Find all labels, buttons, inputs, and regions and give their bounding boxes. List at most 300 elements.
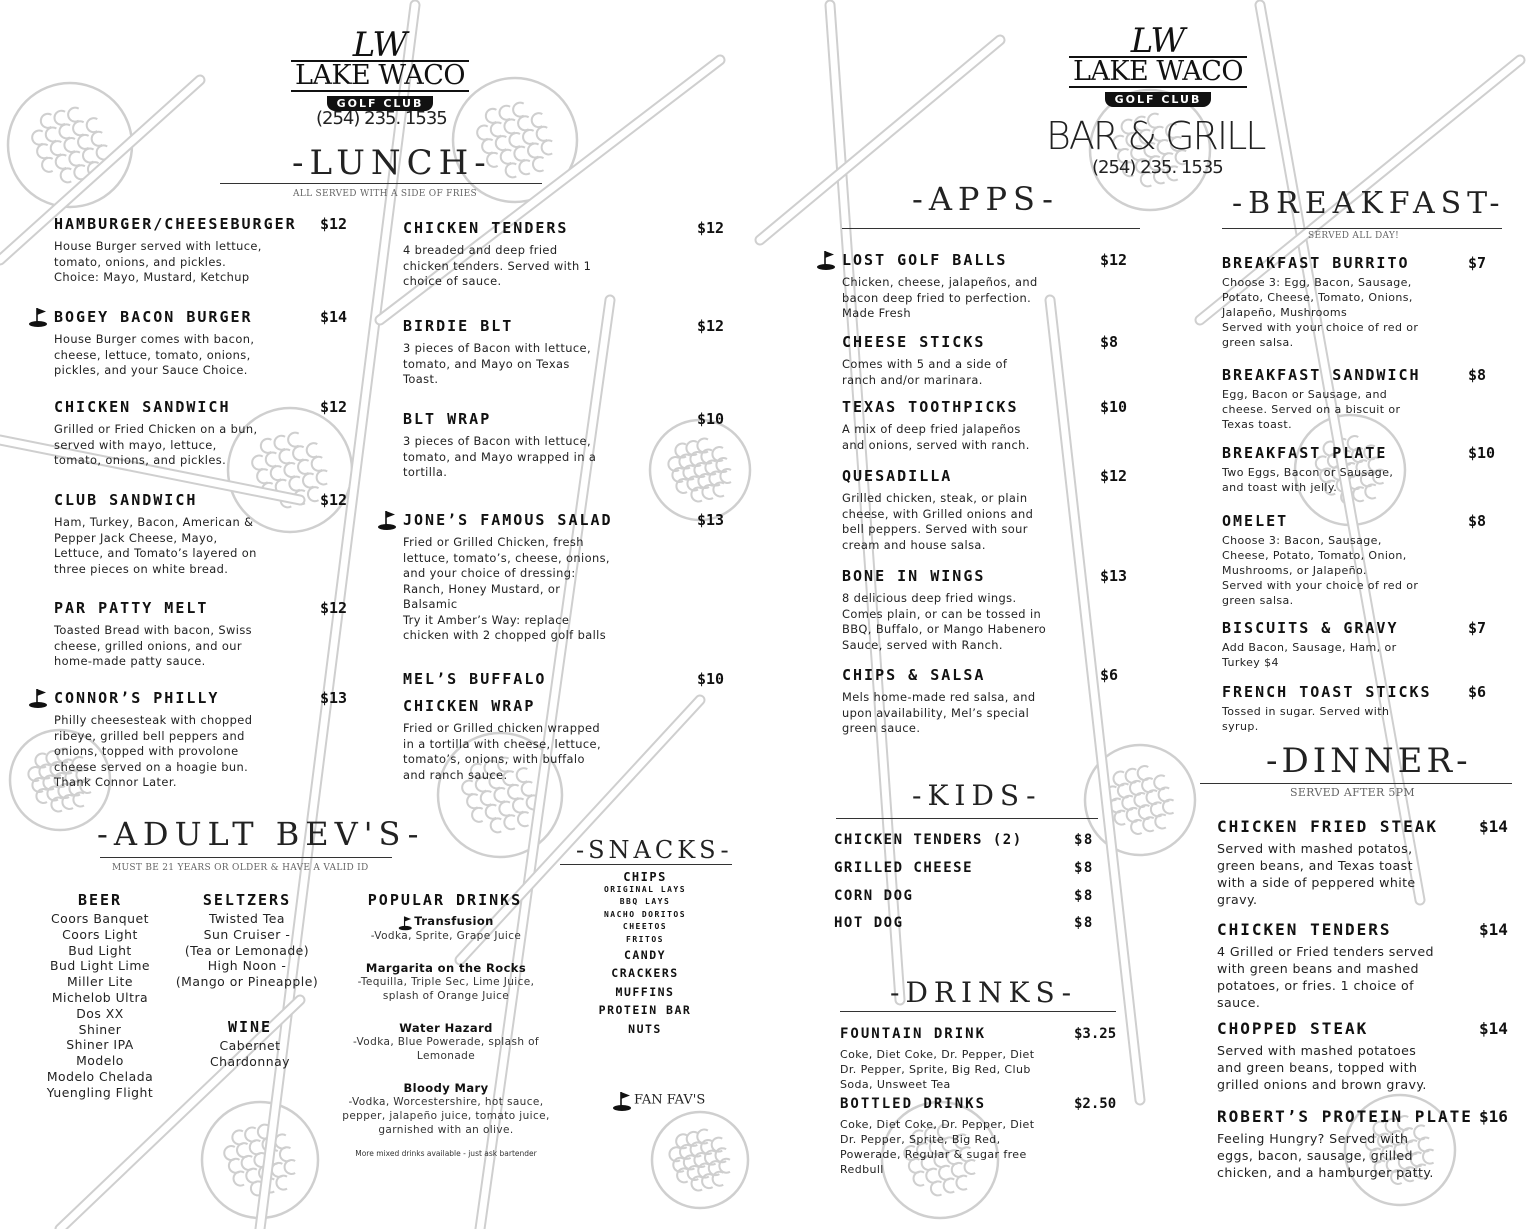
list-entry: Modelo Chelada bbox=[46, 1068, 154, 1084]
club-logo bbox=[280, 25, 480, 111]
description-line: Feeling Hungry? Served with bbox=[1217, 1131, 1409, 1146]
kids-item-name: CORN DOG bbox=[834, 888, 914, 904]
kids-item-price: $8 bbox=[1074, 915, 1094, 931]
list-entry: Modelo bbox=[76, 1053, 124, 1069]
snacks-rule bbox=[560, 864, 732, 865]
description-line: BBQ, Buffalo, or Mango Habenero bbox=[842, 622, 1047, 636]
wine-list bbox=[190, 1018, 310, 1070]
dinner-title: -DINNER- bbox=[1266, 741, 1472, 781]
drink-ingredients: -Vodka, Blue Powerade, splash of bbox=[352, 1036, 540, 1048]
menu-item-header bbox=[842, 398, 1132, 418]
menu-item-price: $14 bbox=[1479, 1019, 1508, 1038]
phone-number-right: (254) 235. 1535 bbox=[1092, 157, 1223, 178]
description-line: Fried or Grilled Chicken, fresh bbox=[403, 535, 584, 549]
drink-ingredients: Lemonade bbox=[416, 1050, 476, 1062]
menu-item-header bbox=[54, 491, 354, 511]
menu-item-price: $10 bbox=[1100, 398, 1128, 416]
menu-item-description bbox=[1222, 387, 1512, 432]
description-line: Tossed in sugar. Served with bbox=[1222, 705, 1390, 718]
description-line: served with mayo, lettuce, bbox=[54, 437, 217, 452]
adult-bevs-note: MUST BE 21 YEARS OR OLDER & HAVE A VALID ID bbox=[112, 863, 369, 873]
menu-item bbox=[54, 599, 354, 670]
drink-name bbox=[330, 1021, 562, 1035]
menu-item-header bbox=[54, 215, 354, 235]
menu-item-name: HAMBURGER/CHEESEBURGER bbox=[54, 215, 297, 233]
drink-ingredients: garnished with an olive. bbox=[378, 1124, 514, 1136]
menu-item-name: CLUB SANDWICH bbox=[54, 491, 198, 509]
popular-drinks bbox=[330, 891, 560, 911]
menu-item-description bbox=[842, 690, 1132, 737]
kids-item-price: $8 bbox=[1074, 832, 1094, 848]
description-line: Mushrooms, or Jalapeño. bbox=[1222, 564, 1367, 577]
menu-item-header bbox=[1217, 817, 1517, 837]
menu-item bbox=[1217, 817, 1517, 908]
description-line: grilled onions and brown gravy. bbox=[1217, 1077, 1427, 1092]
menu-item bbox=[54, 308, 354, 379]
description-line: 4 Grilled or Fried tenders served bbox=[1217, 944, 1434, 959]
menu-item bbox=[1222, 619, 1512, 670]
kids-item-price: $8 bbox=[1074, 888, 1094, 904]
menu-item-name: ROBERT’S PROTEIN PLATE bbox=[1217, 1107, 1473, 1126]
kids-title: -KIDS- bbox=[912, 779, 1042, 812]
list-entry: (Mango or Pineapple) bbox=[175, 974, 319, 990]
adult-bevs-rule bbox=[100, 857, 392, 858]
snack-item: MUFFINS bbox=[615, 984, 675, 999]
menu-item-name: BLT WRAP bbox=[403, 410, 492, 428]
menu-item bbox=[842, 251, 1132, 322]
menu-item bbox=[1217, 920, 1517, 1011]
description-line: Redbull bbox=[840, 1163, 884, 1176]
menu-item-header bbox=[1222, 366, 1512, 386]
menu-item-name: OMELET bbox=[1222, 512, 1289, 530]
menu-item-name: CHICKEN SANDWICH bbox=[54, 398, 231, 416]
menu-item-name: BREAKFAST BURRITO bbox=[1222, 254, 1410, 272]
list-entry: Cabernet bbox=[219, 1038, 281, 1053]
menu-item-description bbox=[842, 591, 1132, 653]
description-line: chicken with 2 chopped golf balls bbox=[403, 628, 607, 642]
list-entry: Bud Light bbox=[68, 942, 132, 958]
description-line: Soda, Unsweet Tea bbox=[840, 1078, 951, 1091]
menu-item-header bbox=[1217, 1107, 1517, 1127]
menu-item-price: $12 bbox=[697, 219, 725, 237]
kids-item-name: GRILLED CHEESE bbox=[834, 860, 974, 876]
menu-item-description bbox=[54, 239, 354, 286]
description-line: Coke, Diet Coke, Dr. Pepper, Diet bbox=[840, 1048, 1035, 1061]
menu-item-price: $13 bbox=[1100, 567, 1128, 585]
menu-item-price: $3.25 bbox=[1074, 1026, 1117, 1042]
list-entry: Dos XX bbox=[76, 1005, 124, 1021]
description-line: Dr. Pepper, Sprite, Big Red, bbox=[840, 1133, 1001, 1146]
apps-rule bbox=[842, 228, 1140, 229]
apps-title: -APPS- bbox=[912, 180, 1059, 218]
menu-item-header-cont bbox=[403, 697, 733, 717]
menu-item-header bbox=[403, 219, 733, 239]
menu-item-description bbox=[403, 721, 733, 783]
logo-subtitle: GOLF CLUB bbox=[327, 96, 434, 111]
drink-ingredients: pepper, jalapeño juice, tomato juice, bbox=[342, 1110, 550, 1122]
menu-item bbox=[403, 511, 733, 644]
menu-item-description bbox=[1217, 943, 1517, 1011]
description-line: Potato, Cheese, Tomato, Onions, bbox=[1222, 291, 1413, 304]
snacks-list bbox=[590, 870, 700, 1038]
description-line: Powerade, Regular & sugar free bbox=[840, 1148, 1027, 1161]
menu-item-name: MEL’S BUFFALO bbox=[403, 670, 547, 688]
description-line: home-made patty sauce. bbox=[54, 654, 206, 668]
snack-item: NUTS bbox=[628, 1021, 662, 1036]
description-line: tortilla. bbox=[403, 465, 448, 479]
snack-item: PROTEIN BAR bbox=[598, 1003, 692, 1018]
drink-ingredients: splash of Orange Juice bbox=[382, 990, 510, 1002]
description-line: eggs, bacon, sausage, grilled bbox=[1217, 1148, 1413, 1163]
menu-item-header bbox=[842, 467, 1132, 487]
chip-flavor: NACHO DORITOS bbox=[603, 909, 687, 919]
menu-item bbox=[840, 1096, 1120, 1177]
menu-item-price: $12 bbox=[320, 398, 348, 416]
description-line: Ranch, Honey Mustard, or bbox=[403, 581, 561, 596]
description-line: chicken, and a hamburger patty. bbox=[1217, 1165, 1434, 1180]
description-line: pickles, and your Sauce Choice. bbox=[54, 363, 248, 377]
description-line: 3 pieces of Bacon with lettuce, bbox=[403, 341, 591, 355]
description-line: tomato, and Mayo on Texas bbox=[403, 356, 570, 371]
drinks-rule bbox=[840, 1011, 1116, 1012]
snacks-title: -SNACKS- bbox=[576, 836, 733, 864]
menu-item-price: $6 bbox=[1468, 683, 1487, 701]
lunch-title: -LUNCH- bbox=[292, 143, 492, 183]
description-line: green salsa. bbox=[1222, 336, 1294, 349]
description-line: Philly cheesesteak with chopped bbox=[54, 713, 253, 727]
menu-item-description bbox=[842, 275, 1132, 322]
menu-item-header bbox=[1217, 1019, 1517, 1039]
menu-item-name: FRENCH TOAST STICKS bbox=[1222, 683, 1432, 701]
logo-monogram-right: LW bbox=[1130, 21, 1186, 61]
drink-name bbox=[330, 1081, 562, 1095]
description-line: tomato, onions, and pickles. bbox=[54, 453, 227, 467]
menu-item-description bbox=[1222, 465, 1512, 495]
list-entry: High Noon - bbox=[207, 958, 287, 974]
mixed-drinks-footnote: More mixed drinks available - just ask bartender bbox=[355, 1149, 537, 1158]
description-line: Choose 3: Bacon, Sausage, bbox=[1222, 534, 1382, 547]
fan-favorite-flag-icon bbox=[816, 249, 838, 271]
description-line: with a side of peppered white bbox=[1217, 875, 1416, 890]
list-entry: Coors Light bbox=[62, 926, 138, 942]
description-line: Dr. Pepper, Sprite, Big Red, Club bbox=[840, 1063, 1031, 1076]
menu-item-name: TEXAS TOOTHPICKS bbox=[842, 398, 1019, 416]
menu-item-header bbox=[403, 511, 733, 531]
list-entry: Shiner bbox=[78, 1021, 122, 1037]
description-line: cheese. Served on a biscuit or bbox=[1222, 403, 1401, 416]
snack-item: CANDY bbox=[623, 948, 667, 963]
fan-favorite-flag-icon bbox=[28, 306, 50, 328]
menu-item-price: $14 bbox=[320, 308, 348, 326]
description-line: A mix of deep fried jalapeños bbox=[842, 422, 1021, 436]
breakfast-rule bbox=[1222, 228, 1502, 229]
menu-item-header bbox=[54, 308, 354, 328]
menu-item-header bbox=[403, 410, 733, 430]
menu-item-header bbox=[842, 666, 1132, 686]
menu-item-name: JONE’S FAMOUS SALAD bbox=[403, 511, 613, 529]
logo-name: LAKE WACO bbox=[291, 60, 469, 92]
fan-favorite-flag-icon bbox=[398, 915, 414, 929]
beer-heading: BEER bbox=[77, 891, 123, 909]
menu-item-header bbox=[1222, 254, 1512, 274]
menu-item-header bbox=[1222, 619, 1512, 639]
menu-item bbox=[1222, 254, 1512, 350]
popular-drink bbox=[330, 1081, 562, 1137]
menu-item bbox=[1222, 444, 1512, 495]
breakfast-note: SERVED ALL DAY! bbox=[1308, 231, 1400, 241]
chip-flavor: FRITOS bbox=[626, 934, 664, 944]
chip-flavor: CHEETOS bbox=[622, 922, 668, 932]
description-line: Served with mashed potatoes bbox=[1217, 1043, 1417, 1058]
menu-item-header bbox=[840, 1096, 1120, 1116]
menu-item-price: $8 bbox=[1468, 512, 1487, 530]
fan-favorite-flag-icon bbox=[28, 687, 50, 709]
menu-item-description bbox=[842, 357, 1132, 388]
description-line: syrup. bbox=[1222, 720, 1259, 733]
drink-ingredients: -Tequilla, Triple Sec, Lime Juice, bbox=[357, 976, 535, 988]
menu-item-description bbox=[403, 341, 733, 388]
menu-item bbox=[842, 467, 1132, 553]
menu-item-name: BREAKFAST SANDWICH bbox=[1222, 366, 1421, 384]
description-line: Two Eggs, Bacon or Sausage, bbox=[1222, 466, 1394, 479]
menu-item-description bbox=[1222, 533, 1512, 608]
kids-item-price: $8 bbox=[1074, 860, 1094, 876]
logo-name-right: LAKE WACO bbox=[1069, 56, 1247, 88]
description-line: Chicken, cheese, jalapeños, and bbox=[842, 275, 1038, 289]
menu-item-description bbox=[1217, 1042, 1517, 1093]
description-line: tomato’s, onions, with buffalo bbox=[403, 752, 585, 766]
description-line: and onions, served with ranch. bbox=[842, 437, 1030, 452]
menu-item bbox=[403, 410, 733, 481]
flag-icon bbox=[612, 1090, 634, 1110]
menu-item-header bbox=[840, 1026, 1120, 1046]
menu-item bbox=[403, 670, 733, 783]
description-line: with green beans and mashed bbox=[1217, 961, 1419, 976]
lunch-rule bbox=[220, 183, 542, 184]
menu-item-header bbox=[54, 689, 354, 709]
drink-ingredients: -Vodka, Sprite, Grape Juice bbox=[370, 929, 522, 942]
menu-item bbox=[1222, 366, 1512, 432]
breakfast-title: -BREAKFAST- bbox=[1232, 186, 1506, 221]
description-line: Comes plain, or can be tossed in bbox=[842, 606, 1042, 621]
description-line: ranch and/or marinara. bbox=[842, 372, 983, 387]
description-line: and your choice of dressing: bbox=[403, 566, 576, 580]
menu-item-price: $6 bbox=[1100, 666, 1119, 684]
menu-item-description bbox=[1217, 1130, 1517, 1181]
drink-name bbox=[330, 961, 562, 975]
chip-flavor: BBQ LAYS bbox=[619, 897, 671, 907]
menu-item bbox=[842, 666, 1132, 737]
menu-item-header bbox=[842, 333, 1132, 353]
menu-item-price: $8 bbox=[1468, 366, 1487, 384]
menu-item-description bbox=[1222, 704, 1512, 734]
menu-item-name: CHOPPED STEAK bbox=[1217, 1019, 1369, 1038]
popular-drinks-heading: POPULAR DRINKS bbox=[367, 891, 523, 909]
menu-item-price: $13 bbox=[697, 511, 725, 529]
list-entry: Michelob Ultra bbox=[51, 989, 149, 1005]
description-line: 4 breaded and deep fried bbox=[403, 243, 558, 257]
description-line: in a tortilla with cheese, lettuce, bbox=[403, 736, 601, 751]
description-line: cheese, lettuce, tomato, onions, bbox=[54, 347, 251, 362]
description-line: gravy. bbox=[1217, 892, 1258, 907]
description-line: Pepper Jack Cheese, Mayo, bbox=[54, 530, 218, 545]
description-line: green beans, and Texas toast bbox=[1217, 858, 1413, 873]
menu-item-name: CHICKEN TENDERS bbox=[403, 219, 569, 237]
description-line: sauce. bbox=[1217, 995, 1261, 1010]
menu-item-description bbox=[54, 422, 354, 469]
menu-item-price: $12 bbox=[320, 599, 348, 617]
menu-item-name: BISCUITS & GRAVY bbox=[1222, 619, 1399, 637]
menu-item-header bbox=[842, 251, 1132, 271]
menu-item-price: $12 bbox=[1100, 251, 1128, 269]
menu-item-description bbox=[54, 515, 354, 577]
kids-item-name: HOT DOG bbox=[834, 915, 904, 931]
list-entry: Twisted Tea bbox=[208, 911, 285, 926]
description-line: Sauce, served with Ranch. bbox=[842, 637, 1003, 652]
seltzers-list bbox=[166, 891, 328, 990]
menu-item-price: $10 bbox=[1468, 444, 1496, 462]
drink-name-text: Margarita on the Rocks bbox=[365, 961, 527, 975]
logo-monogram: LW bbox=[352, 25, 408, 65]
description-line: Cheese, Potato, Tomato, Onion, bbox=[1222, 549, 1407, 562]
description-line: House Burger comes with bacon, bbox=[54, 332, 255, 346]
description-line: Grilled chicken, steak, or plain bbox=[842, 491, 1028, 505]
wine-heading: WINE bbox=[227, 1018, 273, 1036]
description-line: cheese served on a hoagie bun. bbox=[54, 759, 249, 774]
description-line: ribeye, grilled bell peppers and bbox=[54, 728, 245, 743]
menu-item-description bbox=[840, 1047, 1120, 1092]
menu-item-header bbox=[1217, 920, 1517, 940]
description-line: green sauce. bbox=[842, 721, 921, 735]
list-entry: (Tea or Lemonade) bbox=[184, 942, 310, 958]
description-line: 3 pieces of Bacon with lettuce, bbox=[403, 434, 591, 448]
kids-rule bbox=[836, 818, 1098, 819]
menu-item-price: $16 bbox=[1479, 1107, 1508, 1126]
menu-item bbox=[1222, 683, 1512, 734]
menu-item-price: $12 bbox=[1100, 467, 1128, 485]
menu-item-name: CHICKEN FRIED STEAK bbox=[1217, 817, 1439, 836]
description-line: Coke, Diet Coke, Dr. Pepper, Diet bbox=[840, 1118, 1035, 1131]
description-line: chicken tenders. Served with 1 bbox=[403, 258, 592, 273]
phone-number: (254) 235. 1535 bbox=[316, 108, 447, 129]
drinks-title: -DRINKS- bbox=[890, 976, 1078, 1009]
description-line: Served with your choice of red or bbox=[1222, 321, 1419, 334]
description-line: Add Bacon, Sausage, Ham, or bbox=[1222, 641, 1397, 654]
list-entry: Yuengling Flight bbox=[46, 1084, 154, 1100]
menu-item-description bbox=[403, 535, 733, 644]
menu-item bbox=[403, 317, 733, 388]
menu-item-price: $14 bbox=[1479, 920, 1508, 939]
menu-item-price: $7 bbox=[1468, 254, 1487, 272]
menu-item bbox=[842, 398, 1132, 453]
menu-item bbox=[54, 491, 354, 577]
description-line: Turkey $4 bbox=[1222, 656, 1279, 669]
menu-item-name: FOUNTAIN DRINK bbox=[840, 1026, 987, 1042]
description-line: Comes with 5 and a side of bbox=[842, 357, 1008, 371]
menu-item-price: $10 bbox=[697, 410, 725, 428]
list-entry: Coors Banquet bbox=[51, 911, 149, 926]
description-line: choice of sauce. bbox=[403, 274, 502, 288]
description-line: 8 delicious deep fried wings. bbox=[842, 591, 1017, 605]
drink-name-text: Water Hazard bbox=[399, 1021, 493, 1035]
description-line: Served with your choice of red or bbox=[1222, 579, 1419, 592]
description-line: Jalapeño, Mushrooms bbox=[1222, 306, 1348, 319]
menu-item bbox=[1217, 1019, 1517, 1093]
description-line: House Burger served with lettuce, bbox=[54, 239, 262, 253]
description-line: Toasted Bread with bacon, Swiss bbox=[54, 623, 252, 637]
chip-flavor: ORIGINAL LAYS bbox=[603, 885, 687, 894]
menu-item-name: CHIPS & SALSA bbox=[842, 666, 986, 684]
menu-item-price: $12 bbox=[320, 491, 348, 509]
menu-item bbox=[842, 333, 1132, 388]
description-line: and toast with jelly. bbox=[1222, 481, 1338, 494]
menu-item bbox=[842, 567, 1132, 653]
description-line: bacon deep fried to perfection. bbox=[842, 290, 1032, 305]
description-line: Ham, Turkey, Bacon, American & bbox=[54, 515, 254, 529]
menu-item-name: BIRDIE BLT bbox=[403, 317, 514, 335]
description-line: onions, topped with provolone bbox=[54, 744, 239, 758]
popular-drink bbox=[330, 1021, 562, 1063]
seltzers-heading: SELTZERS bbox=[202, 891, 292, 909]
menu-item-header bbox=[54, 398, 354, 418]
dinner-note: SERVED AFTER 5PM bbox=[1290, 786, 1415, 799]
description-line: green salsa. bbox=[1222, 594, 1294, 607]
description-line: Choose 3: Egg, Bacon, Sausage, bbox=[1222, 276, 1412, 289]
bar-grill-title: BAR & GRILL bbox=[1046, 114, 1265, 158]
description-line: and ranch sauce. bbox=[403, 767, 508, 782]
description-line: cream and house salsa. bbox=[842, 537, 986, 552]
menu-item-header bbox=[1222, 683, 1512, 703]
list-entry: Sun Cruiser - bbox=[203, 926, 291, 942]
drink-name bbox=[330, 914, 562, 929]
menu-item-header bbox=[403, 317, 733, 337]
description-line: lettuce, tomato’s, cheese, onions, bbox=[403, 550, 610, 565]
description-line: tomato, and Mayo wrapped in a bbox=[403, 449, 597, 464]
description-line: Mels home-made red salsa, and bbox=[842, 690, 1036, 704]
adult-bevs-title: -ADULT BEV'S- bbox=[97, 815, 425, 853]
menu-item bbox=[54, 398, 354, 469]
menu-item-description bbox=[1222, 275, 1512, 350]
menu-item-description bbox=[403, 434, 733, 481]
description-line: Fried or Grilled chicken wrapped bbox=[403, 721, 600, 735]
description-line: Lettuce, and Tomato’s layered on bbox=[54, 546, 257, 560]
menu-item bbox=[1217, 1107, 1517, 1181]
fan-favs-label: FAN FAV'S bbox=[634, 1092, 706, 1108]
menu-item-description bbox=[54, 623, 354, 670]
menu-item-description bbox=[842, 491, 1132, 553]
menu-item-header bbox=[403, 670, 733, 690]
menu-item-name: BONE IN WINGS bbox=[842, 567, 986, 585]
popular-drink bbox=[330, 914, 562, 943]
list-entry: Miller Lite bbox=[66, 974, 133, 990]
menu-item-header bbox=[1222, 512, 1512, 532]
description-line: upon availability, Mel’s special bbox=[842, 705, 1030, 720]
description-line: Egg, Bacon or Sausage, and bbox=[1222, 388, 1388, 401]
lunch-note: ALL SERVED WITH A SIDE OF FRIES bbox=[293, 189, 477, 199]
menu-item-price: $13 bbox=[320, 689, 348, 707]
list-entry: Shiner IPA bbox=[66, 1037, 134, 1053]
logo-subtitle-right: GOLF CLUB bbox=[1105, 92, 1212, 107]
kids-item-name: CHICKEN TENDERS (2) bbox=[834, 832, 1023, 848]
menu-item-description bbox=[1222, 640, 1512, 670]
menu-item-price: $8 bbox=[1100, 333, 1119, 351]
menu-item-header bbox=[842, 567, 1132, 587]
menu-item-price: $12 bbox=[697, 317, 725, 335]
description-line: Grilled or Fried Chicken on a bun, bbox=[54, 422, 258, 436]
beer-list bbox=[30, 891, 170, 1101]
menu-item-name-cont: CHICKEN WRAP bbox=[403, 697, 536, 715]
description-line: Balsamic bbox=[403, 597, 458, 611]
